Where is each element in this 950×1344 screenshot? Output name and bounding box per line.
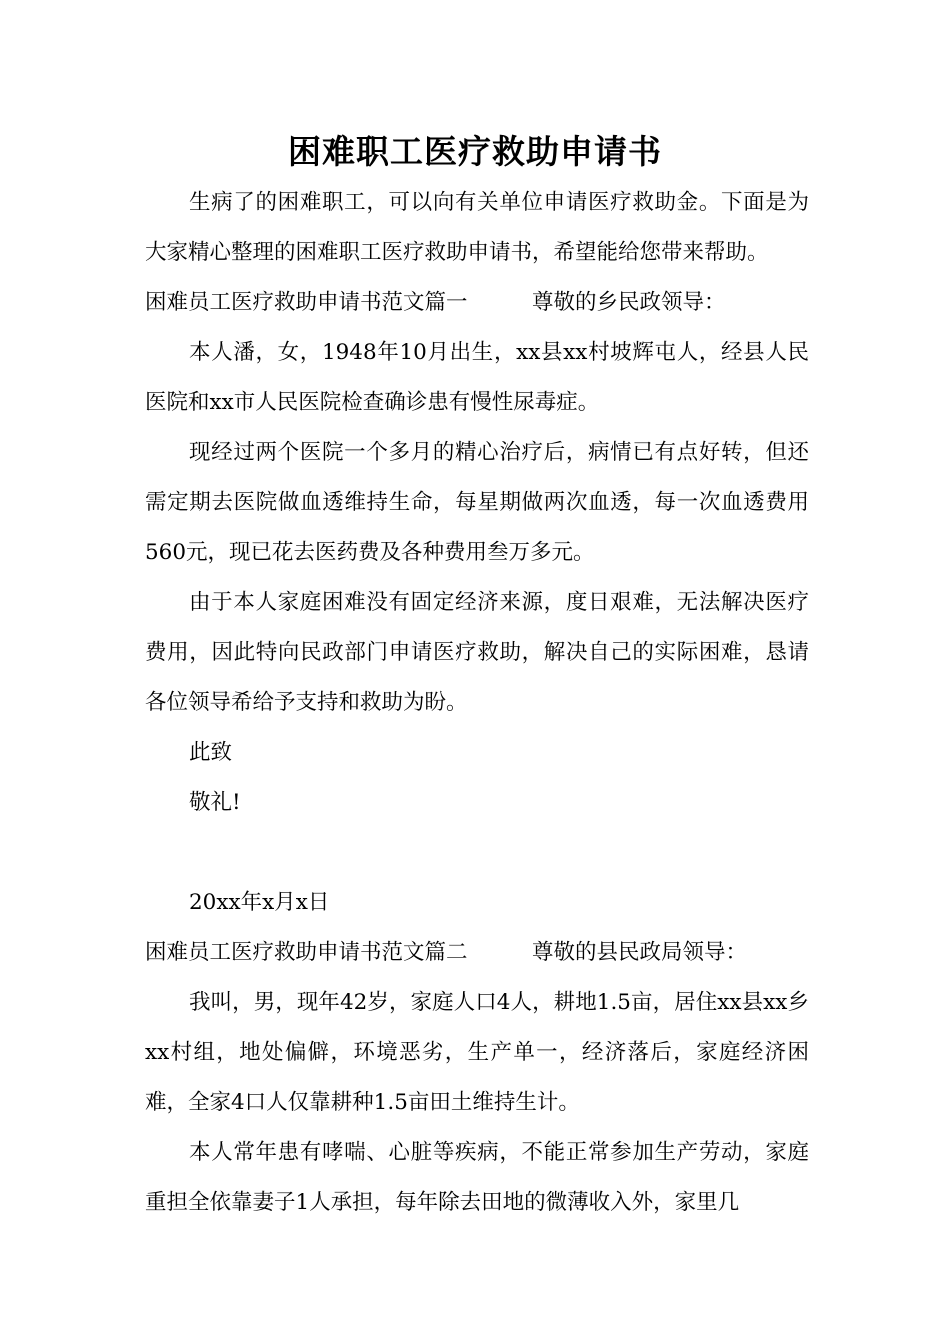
salutation-line: 敬礼! [189, 790, 241, 815]
date-line: 20xx年x月x日 [189, 890, 330, 915]
sample-two-heading: 困难员工医疗救助申请书范文篇二 尊敬的县民政局领导： [145, 940, 748, 965]
intro-paragraph: 生病了的困难职工，可以向有关单位申请医疗救助金。下面是为大家精心整理的困难职工医疗救助申请书，希望能给您带来帮助。 [145, 190, 809, 265]
blank-line [145, 828, 809, 878]
document-body [145, 178, 809, 1228]
closing-line: 此致 [189, 740, 233, 765]
body-paragraph: 本人常年患有哮喘、心脏等疾病，不能正常参加生产劳动，家庭重担全依靠妻子1人承担，每年除去田地的微薄收入外，家里几 [145, 1140, 809, 1215]
document-title: 困难职工医疗救助申请书 [288, 132, 662, 171]
body-paragraph: 现经过两个医院一个多月的精心治疗后，病情已有点好转，但还需定期去医院做血透维持生命，每星期做两次血透，每一次血透费用560元，现已花去医药费及各种费用叁万多元。 [145, 440, 809, 565]
body-paragraph: 本人潘，女，1948年10月出生，xx县xx村坡辉屯人，经县人民医院和xx市人民医院检查确诊患有慢性尿毒症。 [145, 340, 809, 415]
sample-one-heading: 困难员工医疗救助申请书范文篇一 尊敬的乡民政领导： [145, 290, 726, 315]
body-paragraph: 由于本人家庭困难没有固定经济来源，度日艰难，无法解决医疗费用，因此特向民政部门申请医疗救助，解决自己的实际困难，恳请各位领导希给予支持和救助为盼。 [145, 590, 809, 715]
body-paragraph: 我叫，男，现年42岁，家庭人口4人，耕地1.5亩，居住xx县xx乡xx村组，地处偏僻，环境恶劣，生产单一，经济落后，家庭经济困难，全家4口人仅靠耕种1.5亩田土维持生计。 [145, 990, 809, 1115]
